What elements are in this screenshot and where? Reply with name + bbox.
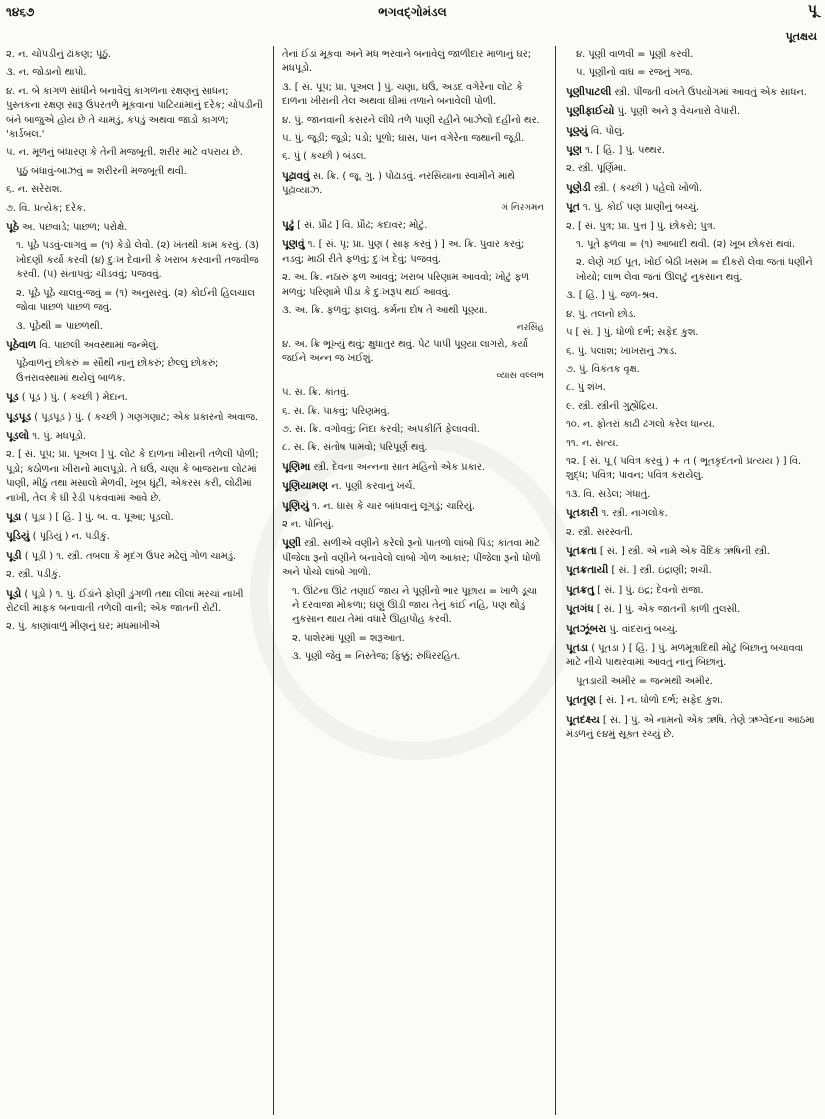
guide-word-bottom: પૂતક્ષય	[785, 30, 817, 43]
entry-text: પૂઠેવાળનું છોકરું = સૌથી નાનું છોકરું; છેલ્લું છોકરું; ઉત્તરાવસ્થામાં થયેલું બાળક.	[16, 358, 219, 384]
headword: પૂણિયામણ	[282, 480, 329, 493]
dictionary-entry	[6, 357, 264, 386]
dictionary-entry	[282, 304, 544, 318]
headword: પૂત	[566, 201, 580, 214]
headword: પૂઢાવવું	[282, 169, 310, 182]
entry-text: ૫. પૂણીનો વાઘ = રજનું ગજ.	[576, 67, 693, 79]
dictionary-entry	[566, 48, 820, 62]
entry-text: અ. પછવાડે; પાછળ; પરોક્ષે.	[18, 222, 128, 234]
dictionary-entry	[566, 526, 820, 540]
headword: પૂતદક્ષ્ય	[566, 713, 600, 726]
dictionary-entry	[566, 162, 820, 176]
entry-text: [ સં. ] સ્ત્રી. ઇંદ્રાણી; શચી.	[608, 565, 712, 577]
headword: પૂણ્યું	[566, 124, 588, 137]
dictionary-entry	[566, 85, 820, 100]
dictionary-entry	[282, 271, 544, 300]
headword: પૂતક્રતા	[566, 544, 597, 557]
dictionary-entry	[566, 308, 820, 322]
entry-text: પૂતડાયી અમીર = જન્મથી અમીર.	[576, 675, 713, 687]
dictionary-entry	[566, 181, 820, 196]
entry-text: [ સં. ] પું. એ નામનો એક ઋષિ. તેણે ઋગ્વેદના આઠમા મંડળનું ૯૪મું સૂક્ત રચ્યું છે.	[566, 714, 815, 741]
headword: પૂતક્રતુ	[566, 583, 595, 596]
dictionary-entry	[282, 405, 544, 419]
dictionary-entry	[6, 183, 264, 197]
dictionary-column-2	[282, 48, 544, 1115]
entry-text: ૧. પૂઠે પડવું-લાગવું = (૧) કેડો લેવો. (૨) ખંતથી કામ કરવું. (૩) ખોદણી કર્યા કરવી (૪) દુઃખ દેવાની કે ખરાબ કરવાની તજવીજ કરવી. (૫) સંતાપવું; ચીડવવું; પજવવું.	[16, 240, 259, 281]
dictionary-title: ભગવદ્ગોમંડલ	[378, 5, 447, 19]
dictionary-entry	[566, 544, 820, 559]
dictionary-entry	[566, 220, 820, 234]
dictionary-entry	[6, 287, 264, 316]
headword: પૂડલો	[6, 429, 30, 442]
entry-text: ૨. પૂઠે પૂઠે ચાલવું-જવું = (૧) અનુસરવું. (૨) કોઈની હિલચાલ જોવા પાછળ પાછળ જવું.	[16, 287, 255, 314]
entry-text: [ સં. ] પું. એક જાતની કાળી તુલસી.	[593, 604, 741, 616]
headword: પૂતક્રતાયી	[566, 564, 609, 577]
headword: પૂતઝૂંબરા	[566, 622, 607, 635]
dictionary-entry	[6, 587, 264, 617]
headword: પૂણીફાઈયો	[566, 105, 615, 118]
entry-text: સ્ત્રી. દેવના અન્નના સાત મહિનો એક પ્રકાર.	[310, 461, 486, 473]
dictionary-entry	[6, 338, 264, 353]
dictionary-entry	[566, 326, 820, 340]
dictionary-entry	[566, 256, 820, 285]
dictionary-entry	[6, 48, 264, 62]
dictionary-entry	[566, 345, 820, 359]
entry-text: સ્ત્રી. સળીએ વણીને કરેલો રૂનો પાતળો લાંબો પિંડ; કાંતવા માટે પીંજેલા રૂનો વણીને બનાવેલો લાંબો ગોળ આકાર; પીંજેલા રૂનો ધોળો અને પોચો લાંબો ગાળો.	[282, 538, 541, 579]
entry-text: ૧. [ સં. પૃ; પ્રા. પુણ ( સાફ કરવું ) ] અ. ક્રિ. પુવાર કરવું; નડવું; માઠી રીતે ફળવું; દુઃખ દેવું; પજવવું.	[282, 239, 525, 265]
dictionary-entry	[6, 320, 264, 334]
entry-text: ૭. પું. વિકંતક વૃક્ષ.	[566, 363, 640, 375]
entry-text: ૩. [ સં. પૂપ; પ્રા. પૂઅલ ] પું. ચણા, ઘઉં, અડદ વગેરેના લોટ કે દાળના ખીરાની તેલ અથવા ઘીમાં તળાને બનાવેલી પોળી.	[282, 81, 523, 108]
dictionary-entry	[566, 693, 820, 708]
headword: પૂડી	[6, 549, 22, 562]
page-header	[0, 0, 825, 43]
entry-text: વિ. પાછલી અવસ્થામાં જન્મેલું.	[36, 339, 159, 351]
headword: પૂણીપાટલી	[566, 85, 612, 98]
dictionary-entry	[6, 202, 264, 216]
headword: પૂઠેવાળ	[6, 338, 37, 351]
entry-text: [ સં. પ્રૌઢ ] વિ. પ્રૌઢ; કદાવર; મોટું.	[294, 220, 428, 232]
headword: પૂતકારી	[566, 507, 599, 520]
headword: પૂણી	[282, 537, 301, 550]
entry-text: ૧૧. ન. સત્ય.	[566, 437, 619, 449]
dictionary-entry	[282, 423, 544, 437]
dictionary-entry	[566, 124, 820, 139]
entry-text: ૭. સ. ક્રિ. વગોવવું; નિંદા કરવી; અપકીર્તિ ફેલાવવી.	[282, 423, 480, 435]
entry-text: ૧. પું. મધપૂડો.	[29, 430, 86, 442]
entry-text: [ સં. ] ન. ધોળો દર્ભ; સફેદ કુશ.	[595, 695, 723, 707]
dictionary-entry	[282, 169, 544, 199]
headword: પૂણિમા	[282, 460, 311, 473]
entry-text: સ્ત્રી. ( કચ્છી ) પહેલો ખોળો.	[590, 182, 703, 194]
entry-text: ૪. પું. જાનવાની કસરને લીધે તળે પાણી રહીને બાઝેલો દહીંનો થર.	[282, 114, 540, 126]
entry-text: ૨. સ્ત્રી. પૂર્ણિમા.	[566, 163, 627, 175]
entry-text: ( પૂડી ) ૧. સ્ત્રી. તબલા કે મૃદંગ ઉપર મઢેલું ગોળ ચામડું.	[21, 550, 237, 562]
dictionary-entry	[6, 410, 264, 425]
dictionary-entry	[6, 448, 264, 506]
entry-text: ૫. પું. જૂડી; જૂડો; પડો; પૂળો; ઘાસ, પાન વગેરેના જથાની જૂડી.	[282, 133, 525, 145]
entry-text: ૩. [ હિં. ] પું. જળ-શ્રવ.	[566, 290, 659, 302]
dictionary-entry	[566, 641, 820, 671]
headword: પૂડપૂડ	[6, 410, 32, 423]
entry-text: પું. વાંદરાનું બચ્ચું.	[606, 623, 678, 635]
entry-text: ૧૨. [ સં. પૂ ( પવિત્ર કરવું ) + ત ( ભૂતકૃદંતનો પ્રત્યય ) ] વિ. શુદ્ધ; પવિત્ર; પાવન; પવિત્ર કરાયેલું.	[566, 455, 802, 482]
entry-text: ૫. ન. મૂળનું બંધારણ કે તેની મજબૂતી. શરીર માટે વપરાય છે.	[6, 147, 243, 159]
dictionary-entry	[282, 48, 544, 77]
dictionary-entry	[6, 568, 264, 582]
entry-text: ૫. સ. ક્રિ. કાંતવું.	[282, 387, 350, 399]
dictionary-entry	[282, 150, 544, 164]
entry-text: સ. ક્રિ. ( જૂ. ગુ. ) પોઢાડવું. નરસિંયાના સ્વામીને માથે પૂઢાવ્યાઝ.	[282, 170, 515, 197]
column-divider	[555, 46, 556, 1115]
entry-text: ૯. સ્ત્રી. સ્ત્રીની ગુહ્યેંદ્રિય.	[566, 400, 658, 412]
dictionary-entry	[282, 460, 544, 475]
entry-text: ( પૂડો ) ૧. પું. ઈંડાંને ફોણી ડુંગળી તથા લીલાં મરચાં નાખી રોટલી માફક બનાવાતી તળેલી વાની; એક જાતની રોટી.	[6, 588, 244, 614]
dictionary-entry	[282, 338, 544, 367]
dictionary-column-3	[566, 48, 820, 1115]
dictionary-entry	[282, 536, 544, 580]
entry-text: ૪. પું. તલનો છોડ.	[566, 308, 637, 320]
dictionary-entry	[6, 146, 264, 160]
entry-text: ૮. પું શંખ.	[566, 382, 606, 394]
entry-text: ૪. અ. ક્રિ ભૂખ્યું થવું; ક્ષુધાતુર થવું. પેટ પાપી પૂણ્યા લાગરો, કર્યા જઈને અન્ન જ ખઈશું.	[282, 338, 529, 365]
entry-text: ૨. સ્ત્રી. સરસ્વતી.	[566, 526, 634, 538]
entry-text: ૨. સ્ત્રી. પડીકું.	[6, 569, 62, 581]
dictionary-entry	[282, 499, 544, 514]
entry-text: ૮. સ. ક્રિ. સંતોષ પામવો; પરિપૂર્ણ થવું.	[282, 442, 428, 454]
entry-text: ૨ ન. પોનિયું.	[282, 518, 334, 530]
quote-source: વ્યાસ વલ્લભ	[496, 370, 544, 381]
headword: પૂણવું	[282, 238, 305, 251]
dictionary-entry	[566, 289, 820, 303]
entry-text: ૩. પૂણી જેવું = નિસ્તેજ; ફિક્કું; રુધિરરહિત.	[292, 651, 461, 663]
entry-text: ૨. પાશેરમાં પૂણી = શરૂઆત.	[292, 632, 405, 644]
entry-text: ૬. સ. ક્રિ. પાકવું; પરિણમવું.	[282, 405, 390, 417]
entry-text: ૧૦. ન. ફોતરાં કાઢી ઢગલો કરેલ ધાન્ય.	[566, 419, 715, 431]
headword: પૂણેડી	[566, 181, 591, 194]
entry-text: ૧. ઊંટના ઊંટ તણાઈ જાય ને પૂણીનો ભાર પૂછાય = ખાળે ડૂચા ને દરવાજા મોકળા; ઘણું ઊડી જાય તેનું કાંઈ નહિ, પણ થોડું નુકસાન થાય તેમાં વધારે ઊહાપોહ કરવી.	[292, 585, 537, 626]
dictionary-entry	[6, 165, 264, 179]
dictionary-entry	[566, 363, 820, 377]
entry-text: પૂઠું બંધાવું-બાઝવું = શરીરની મજબૂતી થવી.	[16, 165, 187, 177]
dictionary-entry	[566, 563, 820, 578]
headword: પૂડો	[6, 587, 22, 600]
entry-text: ૬. ન. સરેરાશ.	[6, 184, 63, 196]
entry-text: ૨. ન. ચોપડીનું ઢાંકણ; પૂંઠું.	[6, 49, 112, 60]
entry-text: ૩. ન. જોડાનો થાપો.	[6, 67, 87, 79]
dictionary-entry	[282, 132, 544, 146]
dictionary-entry	[566, 488, 820, 502]
dictionary-entry	[282, 479, 544, 494]
dictionary-entry	[6, 510, 264, 525]
dictionary-entry	[282, 218, 544, 233]
entry-text: પું. પૂણી અને રૂ વેચનારો વેપારી.	[614, 106, 741, 118]
entry-text: વિ. પોલું.	[587, 125, 625, 137]
dictionary-entry	[566, 143, 820, 158]
headword: પૂણ	[566, 144, 582, 157]
guide-word-top: પૂ	[807, 2, 817, 18]
dictionary-entry	[6, 390, 264, 405]
entry-text: [ સં. ] પું. ઇંદ્ર; દેવનો રાજા.	[594, 584, 704, 596]
dictionary-entry	[566, 104, 820, 119]
page-number: ૧૪૬૭	[6, 5, 35, 19]
entry-text: ૭. વિ. પ્રત્યેક; દરેક.	[6, 202, 86, 214]
headword: પૂડ	[6, 391, 19, 404]
headword: પૂતતૃણ	[566, 694, 596, 707]
entry-text: ૧. [ હિં. ] પું. પથ્થર.	[581, 145, 665, 157]
dictionary-entry	[566, 602, 820, 617]
dictionary-entry	[282, 441, 544, 455]
quote-source: નરસિંહ	[516, 322, 544, 333]
entry-text: ૨. [ સં. પૂપ; પ્રા. પૂઅલ ] પું. લોટ કે દાળના ખીરાની તળેલી પોળી; પૂડો; કઠોળના ખીરાનો માલપૂડો. તે ઘઉં, ચણા કે બાજરાના લોટમાં પાણી, મીઠું તથા મસાલો મેળવી, ખૂબ ઘૂંટી, એકરસ કરી, લોઢીમાં નાખી, તેલ કે ઘી રેડી પકવવામાં આવે છે.	[6, 449, 259, 504]
entry-text: ૧. પૂતે ફળવા = (૧) આબાદી થવી. (૨) ખૂબ છોકરાં થવાં.	[576, 239, 796, 251]
entry-text: ૫ [ સં. ] પું. ધોળો દર્ભ; સફેદ કુશ.	[566, 327, 699, 339]
entry-text: સ્ત્રી. પીંજતી વખતે ઉપયોગમાં આવતું એક સાધન.	[611, 86, 807, 98]
entry-text: ૨. અ. ક્રિ. નઠારું ફળ આવવું; ખરાબ પરિણામ આવવો; ખોટું ફળ મળવું; પરિણામે પીડા કે દુઃખરૂપ થઈ આવવું.	[282, 272, 530, 298]
entry-text: ૪. પૂણી વાળવી = પૂણી કરવી.	[576, 49, 694, 60]
entry-text: ( પૂડા ) [ હિં. ] પું. બ. વ. પૂઆ; પૂડલો.	[21, 511, 174, 523]
dictionary-entry	[566, 238, 820, 252]
dictionary-entry	[282, 114, 544, 128]
entry-text: ૩. પૂઠેથી = પાછળથી.	[16, 320, 103, 332]
dictionary-column-1	[6, 48, 264, 1115]
dictionary-entry	[282, 632, 544, 646]
entry-text: [ સં. ] સ્ત્રી. એ નામે એક વૈદિક ઋષિની સ્ત્રી.	[596, 545, 770, 557]
entry-text: ન. પૂણી કરવાનું ખર્ચ.	[328, 481, 416, 493]
dictionary-entry	[566, 437, 820, 451]
entry-text: ૨. [ સં. પુત્ર; પ્રા. પુત્ત ] પું. છોકરો; પુત્ર.	[566, 220, 716, 232]
headword: પૂતગંધ	[566, 603, 594, 616]
dictionary-entry	[6, 549, 264, 564]
headword: પૂડિયું	[6, 530, 30, 543]
dictionary-entry	[6, 220, 264, 235]
entry-text: ૧. ન. ઘાસ કે ચાર બાંધવાનું લૂગડું; ચારિયું.	[308, 500, 475, 512]
entry-text: ( પૂડિયું ) ન. પડીકું.	[29, 531, 110, 543]
dictionary-entry	[566, 400, 820, 414]
dictionary-entry	[282, 237, 544, 267]
dictionary-entry	[566, 713, 820, 743]
dictionary-entry	[566, 583, 820, 598]
headword: પૂડા	[6, 510, 22, 523]
dictionary-entry	[282, 518, 544, 532]
entry-text: ( પૂડ ) પું. ( કચ્છી ) મેદાન.	[18, 392, 128, 404]
entry-text: ૪. ન. બે કાગળ સાંધીને બનાવેલું કાગળના રક્ષણનું સાધન; પુસ્તકના રક્ષણ સારૂ ઉપરતળે મૂકવાનાં પાટિયાંમાંનું દરેક; ચોપડીની બંને બાજુએ હોય છે તે ચામડું, કપડું અથવા જાડો કાગળ; 'કાર્ડબલ.'	[6, 85, 263, 141]
column-divider	[273, 46, 274, 1115]
headword: પૂતડા	[566, 642, 589, 654]
headword: પૂણિયું	[282, 499, 309, 512]
dictionary-entry	[6, 85, 264, 143]
dictionary-entry	[566, 381, 820, 395]
entry-text: ( પૂડપૂડ ) પું. ( કચ્છી ) ગણગણાટ; એક પ્રકારનો અવાજ.	[31, 411, 258, 423]
dictionary-entry	[282, 386, 544, 400]
entry-text: ૨. લેણે ગઈ પૂત, ખોઈ બેઠી ખસમ = દીકરો લેવા જતાં ધણીને ખોયો; લાભ લેવા જતાં ઊલટું નુકસાન થવું.	[576, 257, 813, 283]
entry-text: ૧. પું. કોઈ પણ પ્રાણીનું બચ્ચું.	[579, 202, 700, 214]
dictionary-entry	[566, 675, 820, 689]
entry-text: ૨. પું. કાણાંવાળું મીણનું ઘર; મધમાખીએ	[6, 621, 160, 633]
dictionary-entry	[282, 650, 544, 664]
dictionary-entry	[566, 622, 820, 637]
entry-text: ૧૩. વિ. સડેલ; ગંધાતું.	[566, 488, 651, 500]
entry-text: ૩. અ. ક્રિ. ફળવું; ફાલવું. કર્મના દોષ તે આથી પૂણ્યા.	[282, 305, 488, 317]
dictionary-entry	[282, 585, 544, 628]
entry-text: ૧. સ્ત્રી. નાગલોક.	[598, 508, 668, 520]
entry-text: ૬. પું. પલાશ; ખાખરાનું ઝાડ.	[566, 345, 678, 357]
dictionary-entry	[6, 66, 264, 80]
dictionary-entry	[6, 529, 264, 544]
dictionary-entry	[6, 620, 264, 634]
dictionary-entry	[566, 455, 820, 484]
headword: પૂઠે	[6, 221, 19, 234]
dictionary-entry	[566, 200, 820, 215]
headword: પૂઢું	[282, 219, 295, 232]
dictionary-entry	[6, 239, 264, 282]
dictionary-entry	[282, 81, 544, 110]
dictionary-entry	[6, 429, 264, 444]
entry-text: ( પૂતડા ) [ હિં. ] પું. મળમૂત્રાદિથી મોટું બિછાનું બચાવવા માટે નીચે પાથરવામાં આવતું નાનું બિછાનું.	[566, 643, 804, 669]
dictionary-entry	[566, 418, 820, 432]
entry-text: ૬. પું ( કચ્છી ) બંડલ.	[282, 151, 367, 163]
dictionary-entry	[566, 66, 820, 80]
entry-text: તેનાં ઈંડાં મૂકવા અને મધ ભરવાને બનાવેલું જાળીદાર માળાનું ઘર; મધપૂડો.	[282, 49, 532, 75]
dictionary-entry	[566, 506, 820, 521]
quote-source: ગં નિરગમન	[501, 202, 544, 213]
